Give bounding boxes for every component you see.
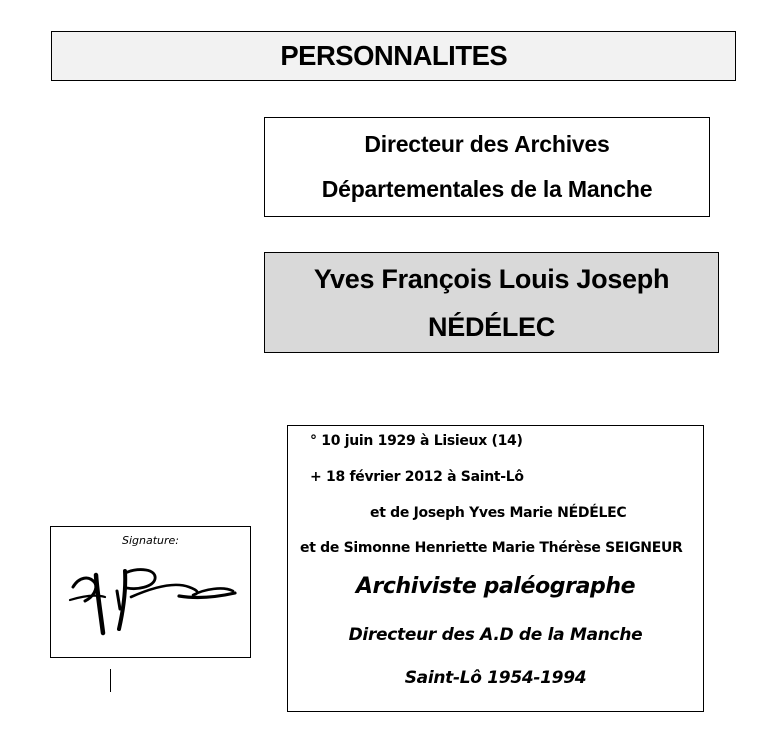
father-info: et de Joseph Yves Marie NÉDÉLEC — [370, 505, 627, 521]
header-banner — [51, 31, 736, 81]
role-box — [264, 117, 710, 217]
person-name-box — [264, 252, 719, 353]
signature-box — [50, 526, 251, 658]
person-given-names: Yves François Louis Joseph — [313, 263, 670, 294]
text-cursor — [110, 669, 111, 692]
biography-details-box — [287, 425, 704, 712]
role-line-1: Directeur des Archives — [364, 131, 610, 157]
profession: Archiviste paléographe — [355, 574, 636, 599]
signature-label: Signature: — [121, 534, 179, 547]
role-line-2: Départementales de la Manche — [321, 176, 653, 202]
position: Directeur des A.D de la Manche — [348, 625, 643, 645]
death-info: + 18 février 2012 à Saint-Lô — [310, 469, 524, 485]
signature-icon — [65, 563, 240, 643]
person-surname: NÉDÉLEC — [428, 311, 555, 342]
mother-info: et de Simonne Henriette Marie Thérèse SEIGNEUR — [300, 540, 683, 556]
tenure-period: Saint-Lô 1954-1994 — [404, 668, 587, 688]
birth-info: ° 10 juin 1929 à Lisieux (14) — [310, 433, 523, 449]
page-title: PERSONNALITES — [280, 40, 507, 71]
